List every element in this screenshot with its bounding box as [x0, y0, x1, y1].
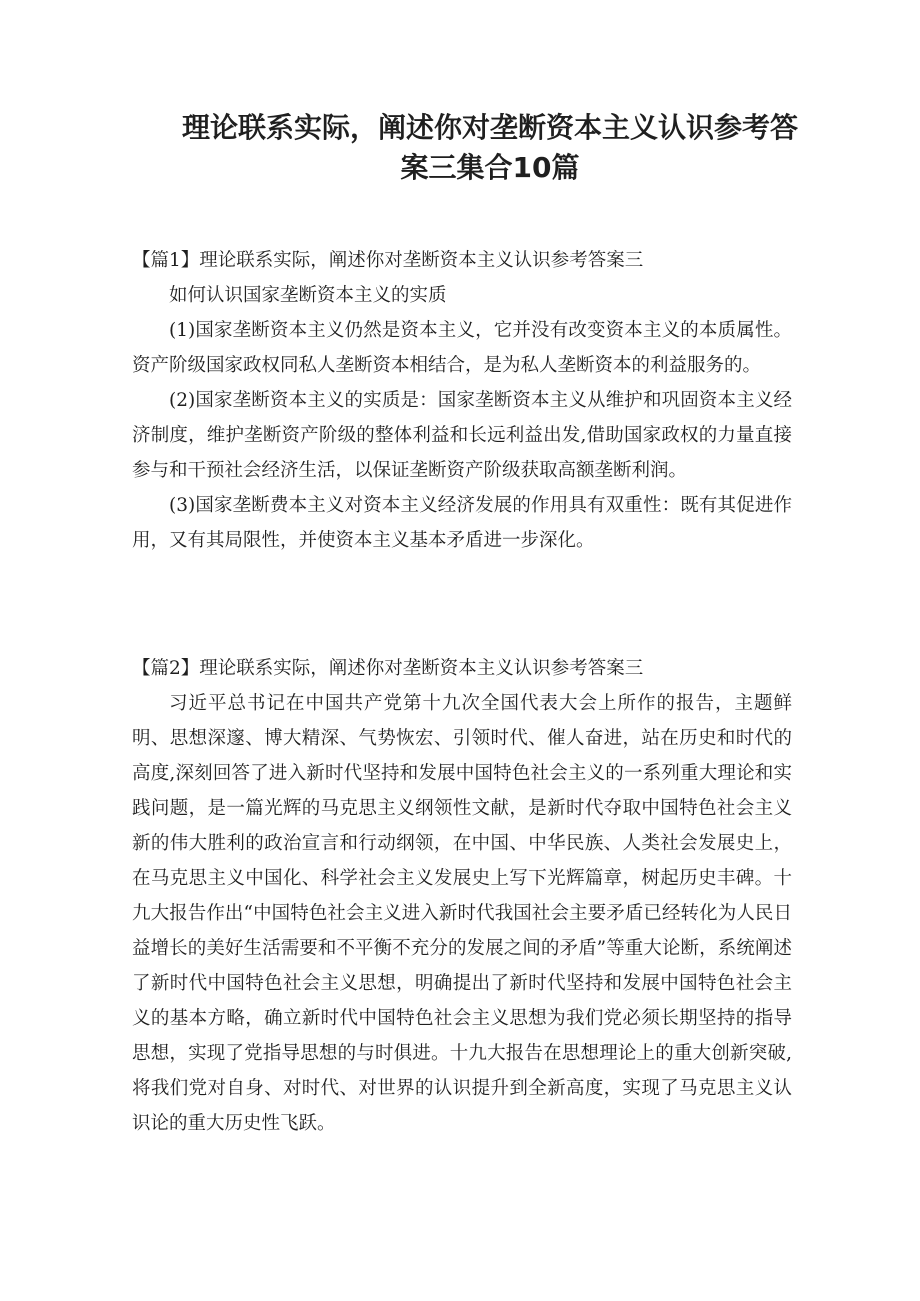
section-paragraph: (3)国家垄断费本主义对资本主义经济发展的作用具有双重性：既有其促进作用，又有其局限性，并使资本主义基本矛盾进一步深化。 — [132, 495, 792, 551]
section-paragraph: 习近平总书记在中国共产党第十九次全国代表大会上所作的报告，主题鲜明、思想深邃、博大精深、气势恢宏、引领时代、催人奋进，站在历史和时代的高度,深刻回答了进入新时代坚持和发展中国特色社会主义的一系列重大理论和实践问题，是一篇光辉的马克思主义纲领性文献，是新时代夺取中国特色社会主义新的伟大胜利的政治宣言和行动纲领，在中国、中华民族、人类社会发展史上，在马克思主义中国化、科学社会主义发展史上写下光辉篇章，树起历史丰碑。十九大报告作出“中国特色社会主义进入新时代我国社会主要矛盾已经转化为人民日益增长的美好生活需要和不平衡不充分的发展之间的矛盾”等重大论断，系统阐述了新时代中国特色社会主义思想，明确提出了新时代坚持和发展中国特色社会主义的基本方略，确立新时代中国特色社会主义思想为我们党必须长期坚持的指导思想，实现了党指导思想的与时俱进。十九大报告在思想理论上的重大创新突破,将我们党对自身、对时代、对世界的认识提升到全新高度，实现了马克思主义认识论的重大历史性飞跃。 — [132, 693, 792, 1134]
document-title: 理论联系实际，阐述你对垄断资本主义认识参考答案三集合10篇 — [181, 111, 798, 184]
section-1 — [132, 243, 792, 558]
section-2 — [132, 651, 792, 1141]
section-heading: 【篇2】理论联系实际，阐述你对垄断资本主义认识参考答案三 — [132, 658, 644, 679]
section-paragraph: (2)国家垄断资本主义的实质是：国家垄断资本主义从维护和巩固资本主义经济制度，维护垄断资产阶级的整体利益和长远利益出发,借助国家政权的力量直接参与和干预社会经济生活，以保证垄断资产阶级获取高额垄断利润。 — [132, 390, 792, 481]
section-paragraph: 如何认识国家垄断资本主义的实质 — [169, 285, 447, 306]
section-heading: 【篇1】理论联系实际，阐述你对垄断资本主义认识参考答案三 — [132, 250, 644, 271]
section-paragraph: (1)国家垄断资本主义仍然是资本主义，它并没有改变资本主义的本质属性。资产阶级国家政权同私人垄断资本相结合，是为私人垄断资本的利益服务的。 — [132, 320, 792, 376]
